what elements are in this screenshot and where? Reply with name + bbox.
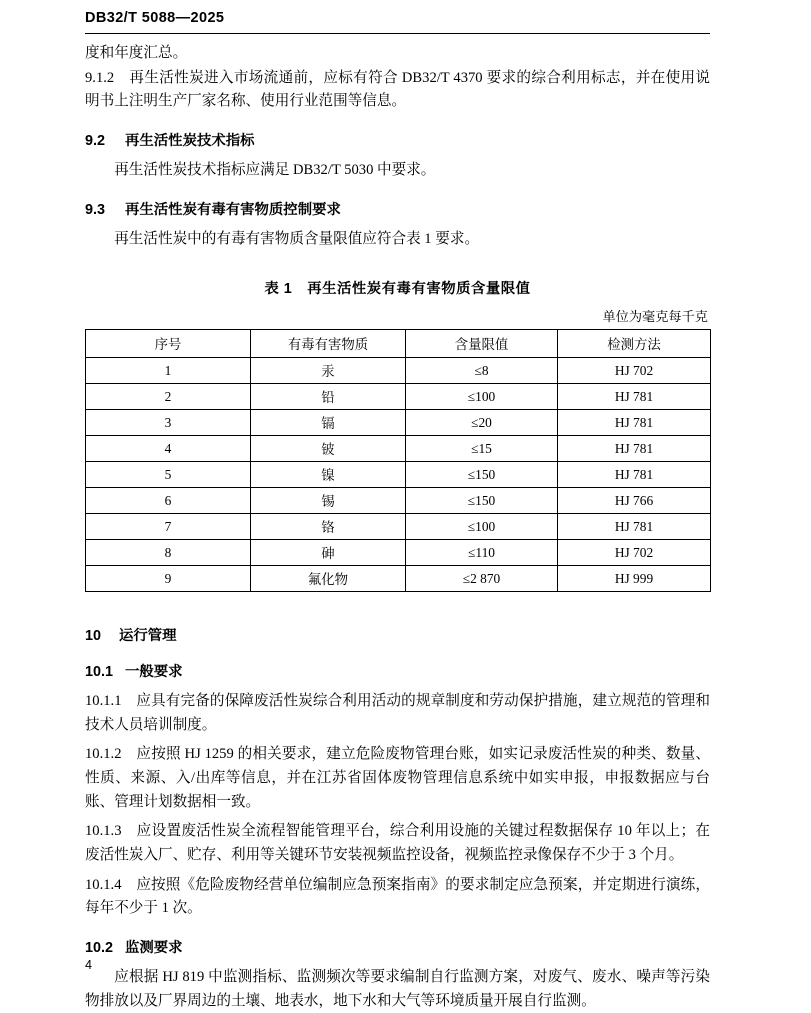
- table-row: [86, 384, 711, 410]
- heading-10-1: [85, 660, 710, 681]
- cell-index: 7: [86, 514, 251, 540]
- table-row: [86, 566, 711, 592]
- clause-10-1-3: 10.1.3 应设置废活性炭全流程智能管理平台，综合利用设施的关键过程数据保存 10 年以上；在废活性炭入厂、贮存、利用等关键环节安装视频监控设备，视频监控录像保存不少于 3 个月。: [85, 823, 710, 864]
- table-row: [86, 358, 711, 384]
- table-header: [86, 330, 711, 358]
- cell-method: HJ 781: [558, 436, 711, 462]
- cell-index: 4: [86, 436, 251, 462]
- cell-substance: 铍: [251, 436, 406, 462]
- heading-10-2: [85, 936, 710, 957]
- heading-10-text: 运行管理: [119, 628, 177, 645]
- cell-index: 8: [86, 540, 251, 566]
- heading-9-3-number: 9.3: [85, 201, 106, 218]
- heading-9-2-number: 9.2: [85, 132, 106, 149]
- heading-10-number: 10: [85, 628, 102, 645]
- table-row: [86, 514, 711, 540]
- cell-method: HJ 766: [558, 488, 711, 514]
- cell-substance: 汞: [251, 358, 406, 384]
- cell-method: HJ 999: [558, 566, 711, 592]
- cell-limit: ≤110: [406, 540, 558, 566]
- heading-9-2-text: 再生活性炭技术指标: [125, 132, 255, 149]
- heading-10: [85, 624, 710, 645]
- cell-substance: 锡: [251, 488, 406, 514]
- paragraph-10-2: 应根据 HJ 819 中监测指标、监测频次等要求编制自行监测方案，对废气、废水、噪声等污染物排放以及厂界周边的土壤、地表水，地下水和大气等环境质量开展自行监测。: [85, 968, 710, 1009]
- cell-method: HJ 781: [558, 410, 711, 436]
- table-row: [86, 540, 711, 566]
- cell-limit: ≤150: [406, 488, 558, 514]
- cell-substance: 铬: [251, 514, 406, 540]
- cell-limit: ≤8: [406, 358, 558, 384]
- cell-index: 5: [86, 462, 251, 488]
- table-caption: 表 1 再生活性炭有毒有害物质含量限值: [264, 281, 531, 298]
- paragraph-9-3: 再生活性炭中的有毒有害物质含量限值应符合表 1 要求。: [114, 230, 480, 247]
- page-number: 4: [85, 958, 93, 972]
- clause-9-1-2: 9.1.2 再生活性炭进入市场流通前，应标有符合 DB32/T 4370 要求的综合利用标志，并在使用说明书上注明生产厂家名称、使用行业范围等信息。: [85, 69, 710, 110]
- cell-substance: 砷: [251, 540, 406, 566]
- continued-line: 度和年度汇总。: [85, 45, 188, 61]
- clause-10-1-4: 10.1.4 应按照《危险废物经营单位编制应急预案指南》的要求制定应急预案，并定期进行演练，每年不少于 1 次。: [85, 876, 710, 917]
- cell-substance: 镍: [251, 462, 406, 488]
- cell-index: 1: [86, 358, 251, 384]
- page-header-standard-code: DB32/T 5088—2025: [85, 10, 225, 26]
- cell-limit: ≤150: [406, 462, 558, 488]
- column-header-method: 检测方法: [558, 330, 711, 358]
- heading-9-2: [85, 129, 710, 150]
- table-body: [86, 358, 711, 592]
- cell-limit: ≤20: [406, 410, 558, 436]
- cell-method: HJ 702: [558, 358, 711, 384]
- heading-10-2-text: 监测要求: [125, 939, 183, 956]
- clause-10-1-1: 10.1.1 应具有完备的保障废活性炭综合利用活动的规章制度和劳动保护措施，建立规范的管理和技术人员培训制度。: [85, 693, 710, 733]
- cell-index: 6: [86, 488, 251, 514]
- heading-10-1-number: 10.1: [85, 664, 114, 681]
- cell-index: 2: [86, 384, 251, 410]
- table-row: [86, 462, 711, 488]
- cell-limit: ≤100: [406, 514, 558, 540]
- heading-10-2-number: 10.2: [85, 939, 114, 956]
- heading-9-3-text: 再生活性炭有毒有害物质控制要求: [125, 201, 341, 218]
- page-content: [85, 42, 710, 1013]
- paragraph-9-2: 再生活性炭技术指标应满足 DB32/T 5030 中要求。: [114, 161, 436, 178]
- table-header-row: [86, 330, 711, 358]
- cell-index: 9: [86, 566, 251, 592]
- cell-index: 3: [86, 410, 251, 436]
- table-unit-note: 单位为毫克每千克: [602, 309, 708, 325]
- cell-substance: 铅: [251, 384, 406, 410]
- table-row: [86, 436, 711, 462]
- clause-10-1-2: 10.1.2 应按照 HJ 1259 的相关要求，建立危险废物管理台账，如实记录废活性炭的种类、数量、性质、来源、入/出库等信息，并在江苏省固体废物管理信息系统中如实申报，申报数据应与台账、管理计划数据相一致。: [85, 746, 710, 810]
- column-header-limit: 含量限值: [406, 330, 558, 358]
- heading-9-3: [85, 198, 710, 219]
- cell-method: HJ 781: [558, 462, 711, 488]
- cell-method: HJ 702: [558, 540, 711, 566]
- cell-method: HJ 781: [558, 514, 711, 540]
- heading-10-1-text: 一般要求: [125, 664, 183, 681]
- cell-limit: ≤100: [406, 384, 558, 410]
- column-header-substance: 有毒有害物质: [251, 330, 406, 358]
- table-row: [86, 488, 711, 514]
- cell-limit: ≤2 870: [406, 566, 558, 592]
- table-row: [86, 410, 711, 436]
- cell-method: HJ 781: [558, 384, 711, 410]
- column-header-index: 序号: [86, 330, 251, 358]
- cell-limit: ≤15: [406, 436, 558, 462]
- header-divider-rule: [85, 33, 710, 34]
- cell-substance: 镉: [251, 410, 406, 436]
- hazardous-substance-limits-table: [85, 329, 711, 592]
- cell-substance: 氟化物: [251, 566, 406, 592]
